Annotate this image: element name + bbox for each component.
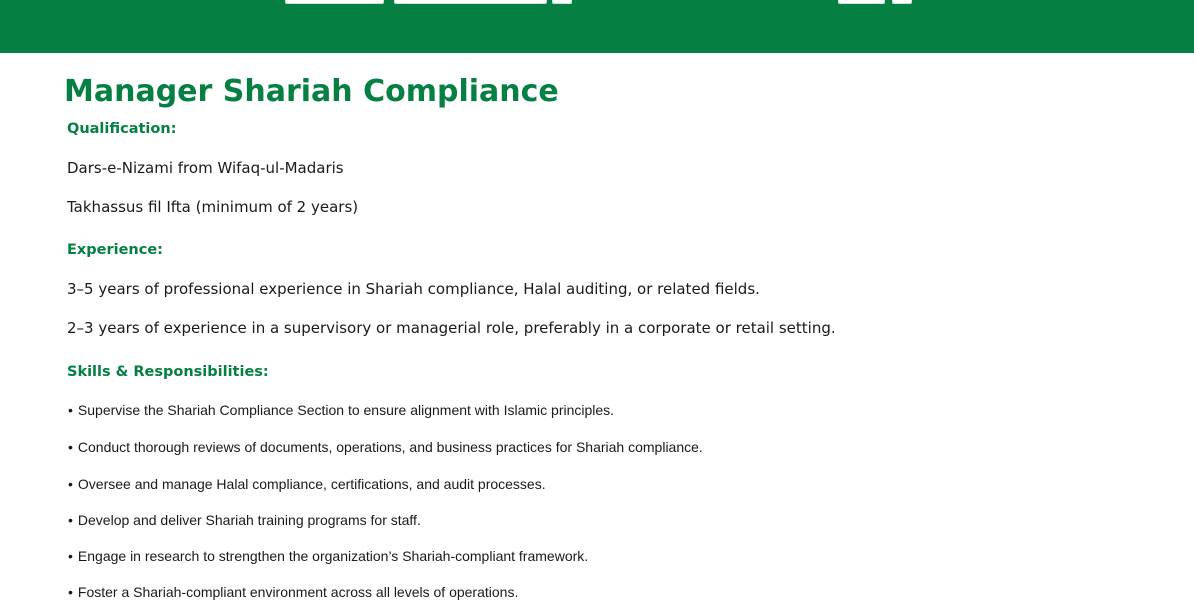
qualification-item: Dars-e-Nizami from Wifaq-ul-Madaris — [67, 159, 344, 177]
qualification-heading: Qualification: — [67, 121, 177, 137]
header-box — [285, 0, 384, 4]
skills-item-text: Oversee and manage Halal compliance, certifications, and audit processes. — [77, 476, 546, 492]
header-box — [892, 0, 912, 4]
page-title: Manager Shariah Compliance — [64, 74, 559, 109]
skills-item-text: Engage in research to strengthen the organization’s Shariah-compliant framework. — [77, 548, 589, 564]
experience-item: 3–5 years of professional experience in Shariah compliance, Halal auditing, or related fields. — [67, 280, 760, 298]
header-box — [552, 0, 572, 4]
bullet-icon: • — [68, 584, 73, 600]
skills-list-item — [68, 475, 546, 493]
bullet-icon: • — [68, 512, 73, 528]
skills-item-text: Foster a Shariah-compliant environment across all levels of operations. — [77, 584, 519, 600]
skills-item-text: Conduct thorough reviews of documents, operations, and business practices for Shariah compliance. — [77, 439, 703, 455]
skills-item-text: Develop and deliver Shariah training programs for staff. — [77, 512, 421, 528]
bullet-icon: • — [68, 402, 73, 418]
skills-list-item — [68, 511, 421, 529]
skills-list-item — [68, 438, 703, 456]
skills-list-item — [68, 583, 518, 600]
qualification-item: Takhassus fil Ifta (minimum of 2 years) — [67, 198, 359, 216]
skills-item-text: Supervise the Shariah Compliance Section to ensure alignment with Islamic principles. — [77, 402, 615, 418]
skills-heading: Skills & Responsibilities: — [67, 364, 269, 380]
experience-heading: Experience: — [67, 242, 163, 258]
bullet-icon: • — [68, 548, 73, 564]
skills-list-item — [68, 547, 588, 565]
bullet-icon: • — [68, 476, 73, 492]
bullet-icon: • — [68, 439, 73, 455]
skills-list-item — [68, 401, 614, 419]
header-box — [838, 0, 885, 4]
experience-item: 2–3 years of experience in a supervisory or managerial role, preferably in a corporate or retail setting. — [67, 319, 836, 337]
header-band — [0, 0, 1194, 53]
header-box — [394, 0, 547, 4]
